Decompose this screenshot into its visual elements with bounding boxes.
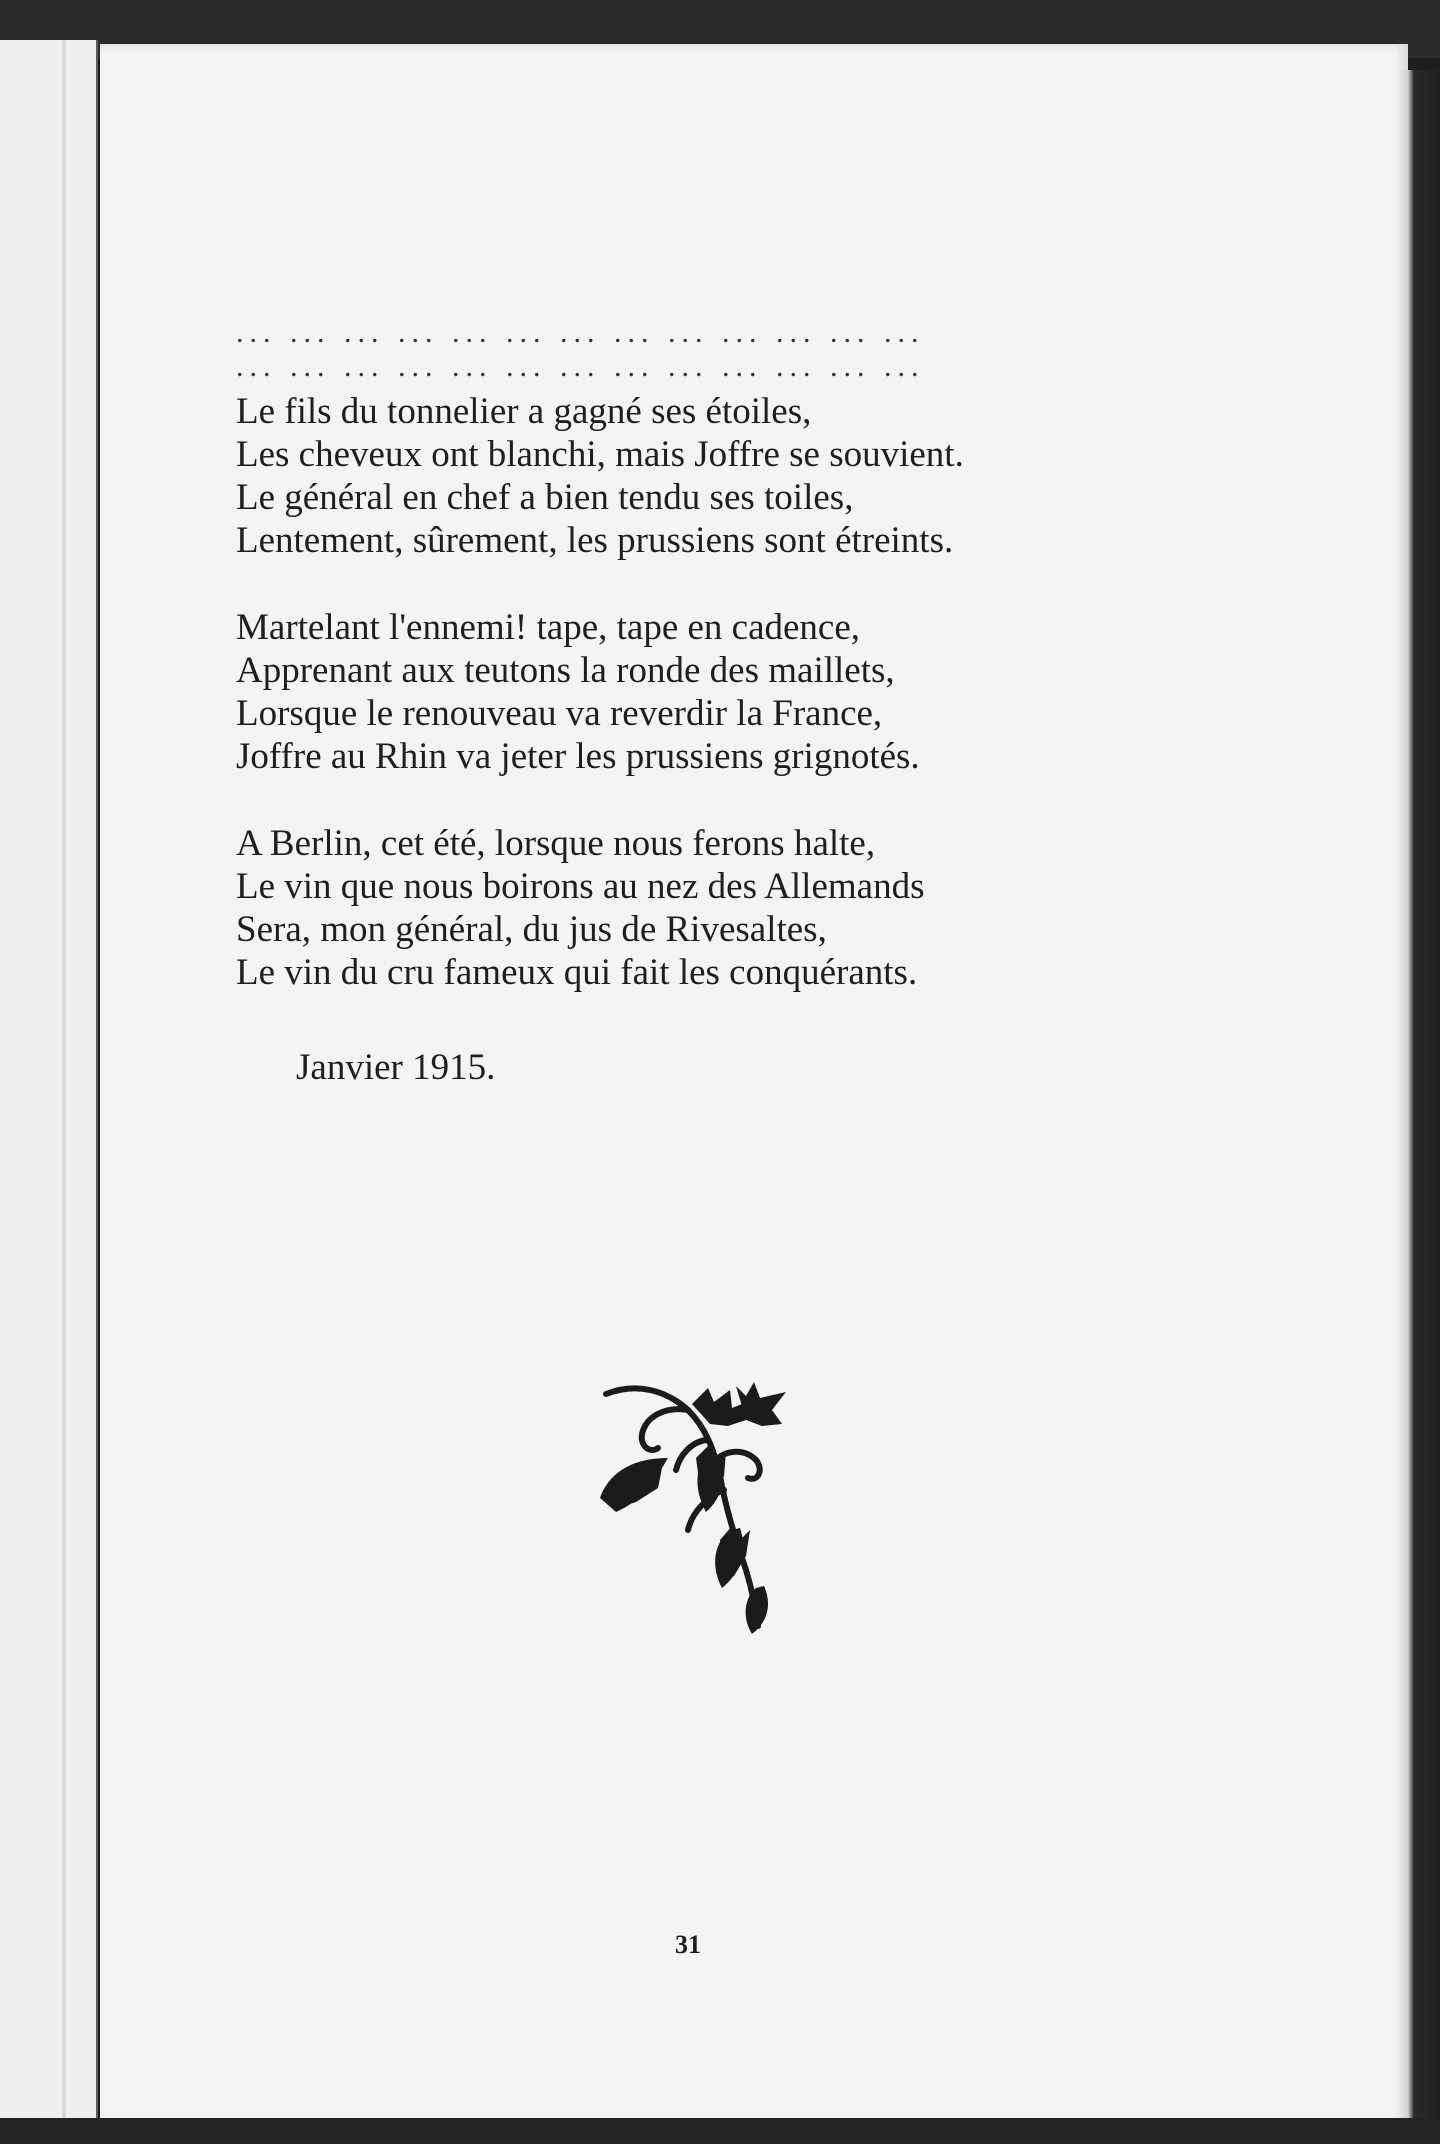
verse-line: Lorsque le renouveau va reverdir la France, <box>236 693 883 734</box>
page-number: 31 <box>675 1930 701 1959</box>
ellipsis-line: ... ... ... ... ... ... ... ... ... ... ... ... ... <box>236 316 925 349</box>
verse-line: Le général en chef a bien tendu ses toiles, <box>236 477 854 518</box>
scanner-background-bottom <box>0 2118 1440 2144</box>
verse-line: A Berlin, cet été, lorsque nous ferons halte, <box>236 823 876 864</box>
verse-line: Apprenant aux teutons la ronde des maillets, <box>236 650 895 691</box>
stanza <box>236 606 1136 778</box>
verse-line: Le vin du cru fameux qui fait les conquérants. <box>236 952 918 993</box>
page-gutter-line <box>62 40 66 2120</box>
verse-line: Le vin que nous boirons au nez des Allemands <box>236 866 925 907</box>
verse-line: Les cheveux ont blanchi, mais Joffre se souvient. <box>236 434 964 475</box>
stanza <box>236 822 1136 994</box>
leaf-vine-ornament-icon <box>596 1380 806 1636</box>
poem-date: Janvier 1915. <box>296 1047 496 1088</box>
stanza <box>236 390 1136 562</box>
verse-line: Le fils du tonnelier a gagné ses étoiles, <box>236 391 812 432</box>
verse-line: Martelant l'ennemi! tape, tape en cadence, <box>236 607 861 648</box>
poem-text <box>236 316 1136 994</box>
verse-line: Lentement, sûrement, les prussiens sont étreints. <box>236 520 954 561</box>
page-stack-edge <box>1400 70 1440 2144</box>
previous-page-edge <box>0 40 98 2120</box>
ellipsis-line: ... ... ... ... ... ... ... ... ... ... ... ... ... <box>236 350 925 383</box>
verse-line: Sera, mon général, du jus de Rivesaltes, <box>236 909 827 950</box>
verse-line: Joffre au Rhin va jeter les prussiens grignotés. <box>236 736 920 777</box>
